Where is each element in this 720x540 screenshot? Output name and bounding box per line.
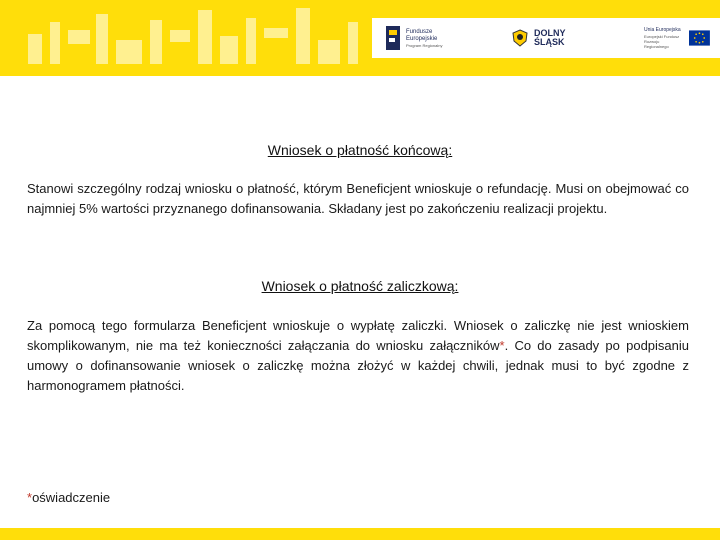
eu-flag-icon <box>689 30 710 46</box>
decor-bar <box>264 28 288 38</box>
header-banner <box>0 0 720 76</box>
decor-bar <box>116 40 142 64</box>
logo-fundusze-europejskie <box>380 18 480 58</box>
heading-final-payment: Wniosek o płatność końcową: <box>267 142 453 158</box>
ue-line3: Rozwoju Regionalnego <box>644 39 669 49</box>
decor-bar <box>246 18 256 64</box>
ue-line1: Unia Europejska <box>644 27 681 33</box>
decor-bar <box>96 14 108 64</box>
decor-bar <box>28 34 42 64</box>
logo-dolny-slask <box>506 18 586 58</box>
advance-text-part2: . Co do zasady po podpisaniu umowy o dofinansowanie wniosek o zaliczkę można złożyć w każdej chwili, jednak musi to być zgodne z harmonogramem płatności. <box>27 338 689 393</box>
fe-line2: Europejskie <box>406 35 438 42</box>
logo-unia-europejska <box>638 18 716 58</box>
fe-flag-icon <box>386 26 400 50</box>
eagle-crest-icon <box>512 29 528 47</box>
footnote-asterisk: * <box>27 490 33 505</box>
heading-advance-payment: Wniosek o płatność zaliczkową: <box>261 278 459 294</box>
fe-line3: Program Regionalny <box>406 42 443 48</box>
decor-bar <box>198 10 212 64</box>
ds-line1: DOLNY <box>534 28 566 38</box>
paragraph-advance-payment <box>27 316 689 396</box>
decor-bar <box>50 22 60 64</box>
paragraph-final-payment: Stanowi szczególny rodzaj wniosku o płatność, którym Beneficjent wnioskuje o refundację. Musi on obejmować co najmniej 5% wartości przyznanego dofinansowania. Składany jest po zakończeniu realizacji projektu. <box>27 181 689 216</box>
footnote <box>27 490 110 505</box>
footnote-marker: * <box>499 338 505 353</box>
fe-line1: Fundusze <box>406 28 433 35</box>
decor-bar <box>170 30 190 42</box>
decor-bar <box>348 22 358 64</box>
decor-bar <box>68 30 90 44</box>
bottom-banner-strip <box>0 528 720 540</box>
decor-bar <box>296 8 310 64</box>
footnote-text: oświadczenie <box>32 490 111 505</box>
decor-bar <box>150 20 162 64</box>
advance-text-part1: Za pomocą tego formularza Beneficjent wnioskuje o wypłatę zaliczki. Wniosek o zaliczkę nie jest wnioskiem skomplikowanym, nie ma też konieczności załączania do wniosku załączników <box>27 318 689 353</box>
ue-line2: Europejski Fundusz <box>644 34 680 39</box>
ds-line2: ŚLĄSK <box>534 37 565 47</box>
decor-bar <box>318 40 340 64</box>
decor-bar <box>220 36 238 64</box>
